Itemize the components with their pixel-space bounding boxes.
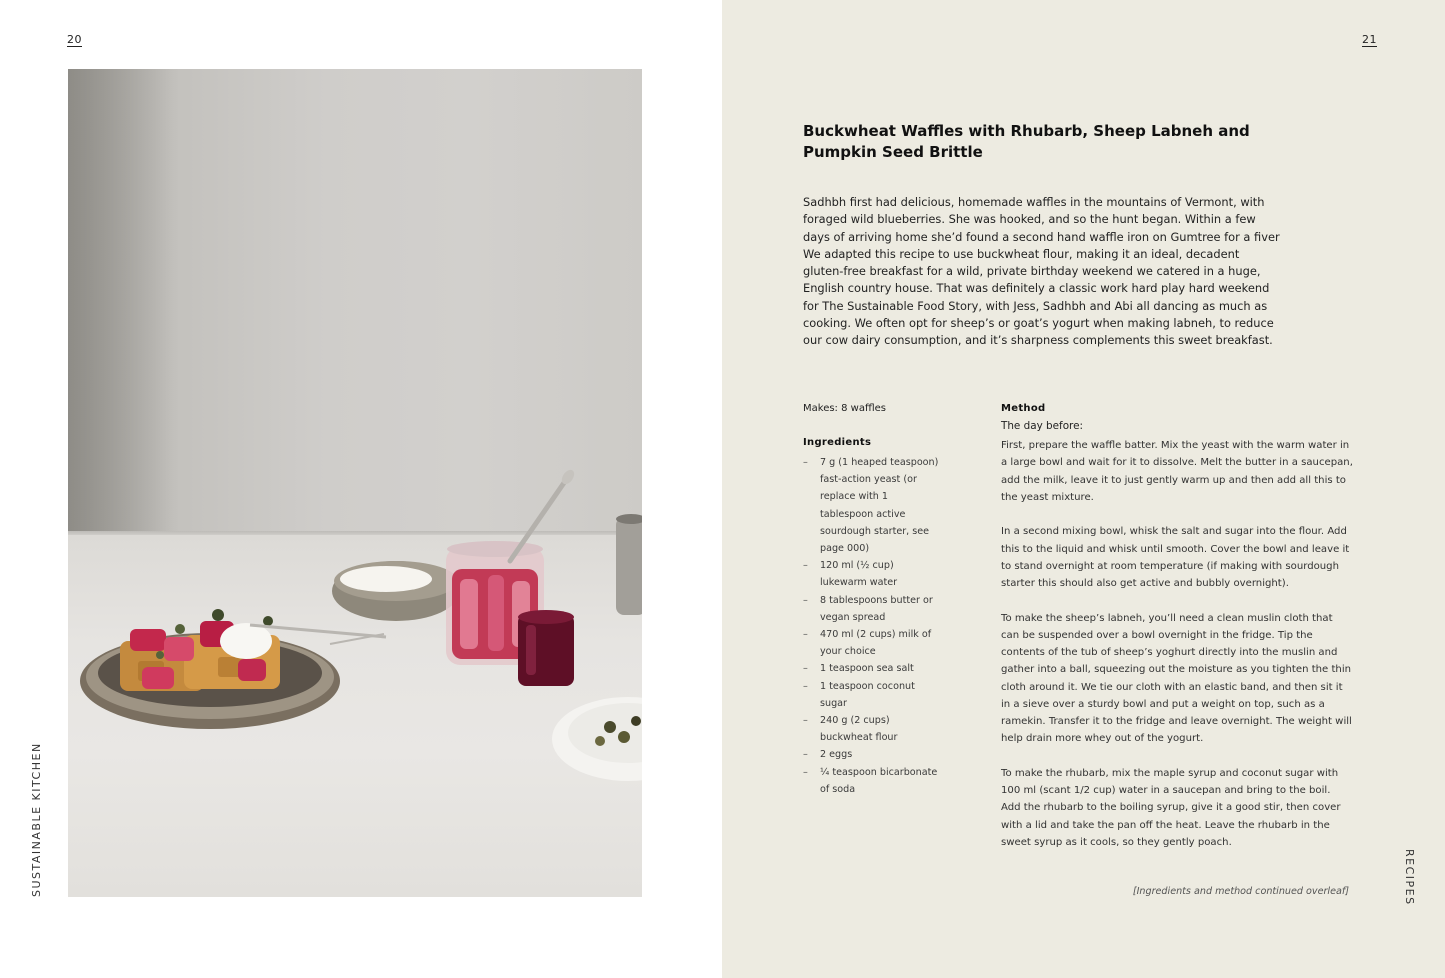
food-photo: [68, 69, 642, 897]
continued-note: [Ingredients and method continued overleaf]: [1132, 886, 1349, 897]
recipe-title: Buckwheat Waffles with Rhubarb, Sheep Labneh and Pumpkin Seed Brittle: [803, 122, 1250, 161]
side-label-left: SUSTAINABLE KITCHEN: [30, 742, 43, 897]
method-heading: Method: [1001, 403, 1046, 414]
ingredient-item: – 8 tablespoons butter or vegan spread: [803, 592, 943, 626]
ingredients-heading: Ingredients: [803, 437, 872, 448]
rhubarb-pieces: [130, 629, 166, 651]
ingredient-item: – 2 eggs: [803, 746, 943, 763]
labneh: [340, 566, 432, 592]
left-page: [0, 0, 722, 978]
photo-illustration: [68, 69, 642, 897]
ingredient-item: – 240 g (2 cups) buckwheat flour: [803, 712, 943, 746]
method-paragraph: To make the sheep’s labneh, you’ll need a clean muslin cloth that can be suspended over a bowl overnight in the fridge. Tip the contents of the tub of sheep’s yoghurt directly into the muslin and gather into a ball, squeezing out the moisture as you tighten the thin cloth around it. We tie our cloth with an elastic band, and then sit it in a sieve over a sturdy bowl and put a weight on top, such as a ramekin. Transfer it to the fridge and leave overnight. The weight will help drain more whey out of the yogurt.: [1001, 612, 1352, 745]
side-label-right: RECIPES: [1403, 849, 1416, 906]
makes-yield: Makes: 8 waffles: [803, 403, 886, 414]
cup-right: [616, 517, 642, 615]
recipe-intro: Sadhbh first had delicious, homemade waffles in the mountains of Vermont, with foraged wild blueberries. She was hooked, and so the hunt began. Within a few days of arriving home she’d found a second hand waffle iron on Gumtree for a fiver We adapted this recipe to use buckwheat flour, making it an ideal, decadent gluten-free breakfast for a wild, private birthday weekend we catered in a huge, English country house. That was definitely a classic work hard play hard weekend for The Sustainable Food Story, with Jess, Sadhbh and Abi all dancing as much as cooking. We often opt for sheep’s or goat’s yogurt when making labneh, to reduce our cow dairy consumption, and it’s sharpness complements this sweet breakfast.: [803, 195, 1280, 348]
method-paragraph: First, prepare the waffle batter. Mix the yeast with the warm water in a large bowl and wait for it to dissolve. Melt the butter in a saucepan, add the milk, leave it to just gently warm up and then add all this to the yeast mixture.: [1001, 440, 1353, 503]
ingredient-item: – 7 g (1 heaped teaspoon) fast-action yeast (or replace with 1 tablespoon active sourdough starter, see page 000): [803, 454, 943, 557]
ingredient-item: – 470 ml (2 cups) milk of your choice: [803, 626, 943, 660]
method-text: [1001, 437, 1353, 868]
ingredient-item: – 1 teaspoon sea salt: [803, 660, 943, 677]
method-paragraph: In a second mixing bowl, whisk the salt and sugar into the flour. Add this to the liquid and whisk until smooth. Cover the bowl and leave it to stand overnight at room temperature (if making with sourdough starter this should also get active and bubbly overnight).: [1001, 526, 1350, 589]
ingredient-item: – 120 ml (½ cup) lukewarm water: [803, 557, 943, 591]
labneh-dollop: [220, 623, 272, 659]
ingredient-item: – ¼ teaspoon bicarbonate of soda: [803, 764, 943, 798]
method-paragraph: To make the rhubarb, mix the maple syrup and coconut sugar with 100 ml (scant 1/2 cup) water in a saucepan and bring to the boil. Add the rhubarb to the boiling syrup, give it a good stir, then cover with a lid and take the pan off the heat. Leave the rhubarb in the sweet syrup as it cools, so they gently poach.: [1001, 767, 1341, 848]
page-number-right: 21: [1362, 33, 1377, 46]
ingredients-list: [803, 454, 943, 798]
page-number-left: 20: [67, 33, 82, 46]
ingredient-item: – 1 teaspoon coconut sugar: [803, 678, 943, 712]
method-subheading: The day before:: [1001, 420, 1083, 432]
